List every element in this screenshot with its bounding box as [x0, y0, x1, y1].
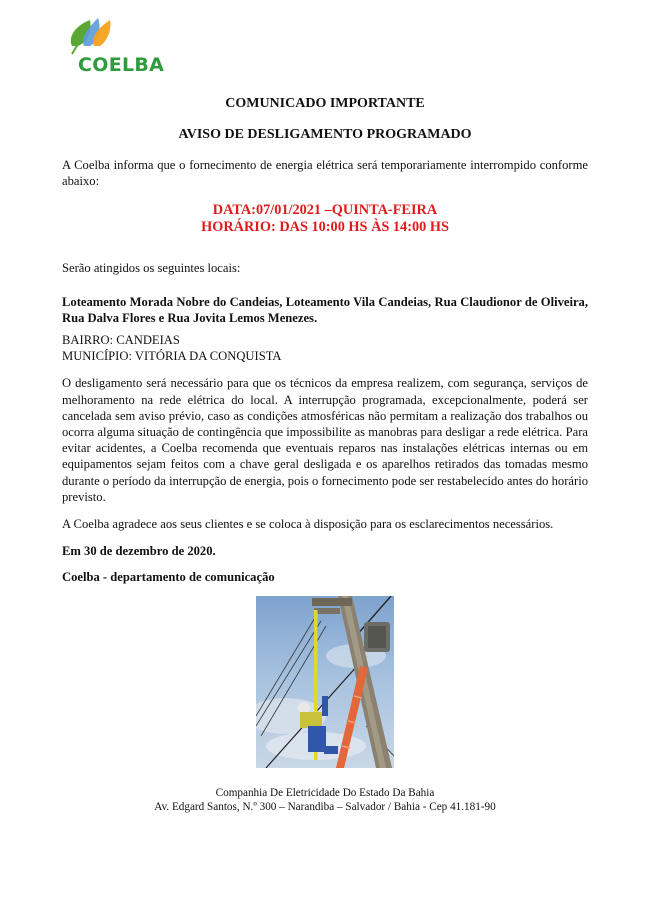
- issue-date: Em 30 de dezembro de 2020.: [62, 544, 216, 559]
- affected-label: Serão atingidos os seguintes locais:: [62, 261, 241, 276]
- leaf-drops-logo-icon: [66, 16, 166, 56]
- affected-streets: Loteamento Morada Nobre do Candeias, Loteamento Vila Candeias, Rua Claudionor de Oliveira, Rua Dalva Flores e Rua Jovita Lemos Menezes.: [62, 294, 588, 325]
- lineman-on-ladder-photo: [256, 596, 394, 768]
- body-paragraph: O desligamento será necessário para que os técnicos da empresa realizem, com segurança, serviços de melhoramento na rede elétrica do local. A interrupção programada, excepcionalmente, poderá ser cancelada sem aviso prévio, caso as condições atmosféricas não permitam a realização dos trabalhos ou ocorra alguma situação de contingência que impossibilite as manobras para desligar a rede elétrica. Para evitar acidentes, a Coelba recomenda que eventuais reparos nas instalações elétricas internas ou em equipamentos sejam feitos com a chave geral desligada e os aparelhos retirados das tomadas mesmo durante o período da interrupção de energia, pois o fornecimento pode ser restabelecido antes do horário previsto.: [62, 376, 588, 504]
- department-signature: Coelba - departamento de comunicação: [62, 570, 275, 585]
- bairro-line: BAIRRO: CANDEIAS: [62, 333, 180, 348]
- thanks-paragraph: A Coelba agradece aos seus clientes e se coloca à disposição para os esclarecimentos necessários.: [62, 517, 554, 532]
- coelba-logo: [66, 16, 166, 78]
- logo-text: COELBA: [78, 54, 165, 76]
- outage-time: HORÁRIO: DAS 10:00 HS ÀS 14:00 HS: [201, 219, 449, 236]
- footer-company: Companhia De Eletricidade Do Estado Da Bahia: [215, 786, 435, 799]
- intro-paragraph: A Coelba informa que o fornecimento de energia elétrica será temporariamente interrompido conforme abaixo:: [62, 158, 588, 189]
- footer-address: Av. Edgard Santos, N.º 300 – Narandiba – Salvador / Bahia - Cep 41.181-90: [154, 800, 496, 813]
- outage-date: DATA:07/01/2021 –QUINTA-FEIRA: [212, 202, 438, 219]
- notice-subtitle: AVISO DE DESLIGAMENTO PROGRAMADO: [178, 127, 472, 142]
- municipio-line: MUNICÍPIO: VITÓRIA DA CONQUISTA: [62, 349, 282, 364]
- notice-title: COMUNICADO IMPORTANTE: [225, 96, 425, 111]
